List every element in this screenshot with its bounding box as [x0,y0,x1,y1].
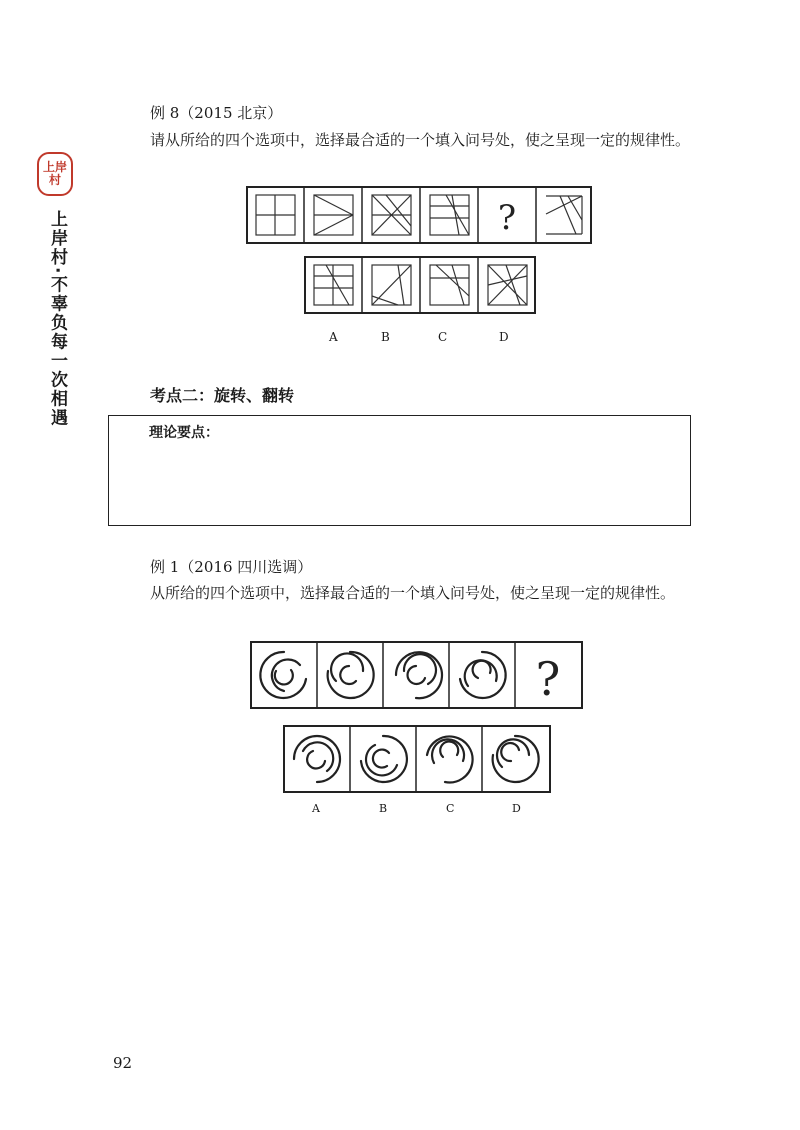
example-1-question-figure [250,641,583,709]
theory-label: 理论要点： [149,425,219,441]
question-mark: ? [535,652,561,706]
example-1-options-figure [283,725,551,793]
example-8-question-figure [246,186,592,244]
example-8-title: 例 8（2015 北京） [150,104,283,122]
brand-motto: 上岸村·不辜负每一次相遇 [47,210,67,428]
example-1-question: 从所给的四个选项中，选择最合适的一个填入问号处，使之呈现一定的规律性。 [150,584,676,602]
ex8-option-b: B [381,330,390,344]
brand-logo [37,152,73,196]
theory-box [108,415,691,526]
ex8-option-a: A [329,330,338,344]
ex8-option-d: D [499,330,509,344]
ex8-option-c: C [438,330,448,344]
question-mark: ? [497,198,517,238]
brand-logo-text: 上岸村 [42,159,67,187]
ex1-option-b: B [379,802,388,815]
page-number: 92 [113,1054,133,1072]
section-heading: 考点二：旋转、翻转 [150,386,295,405]
example-1-title: 例 1（2016 四川选调） [150,558,313,576]
ex1-option-d: D [512,802,521,815]
example-8-options-figure [304,256,536,314]
example-8-question: 请从所给的四个选项中，选择最合适的一个填入问号处，使之呈现一定的规律性。 [150,131,691,149]
ex1-option-a: A [312,802,320,815]
ex1-option-c: C [446,802,455,815]
